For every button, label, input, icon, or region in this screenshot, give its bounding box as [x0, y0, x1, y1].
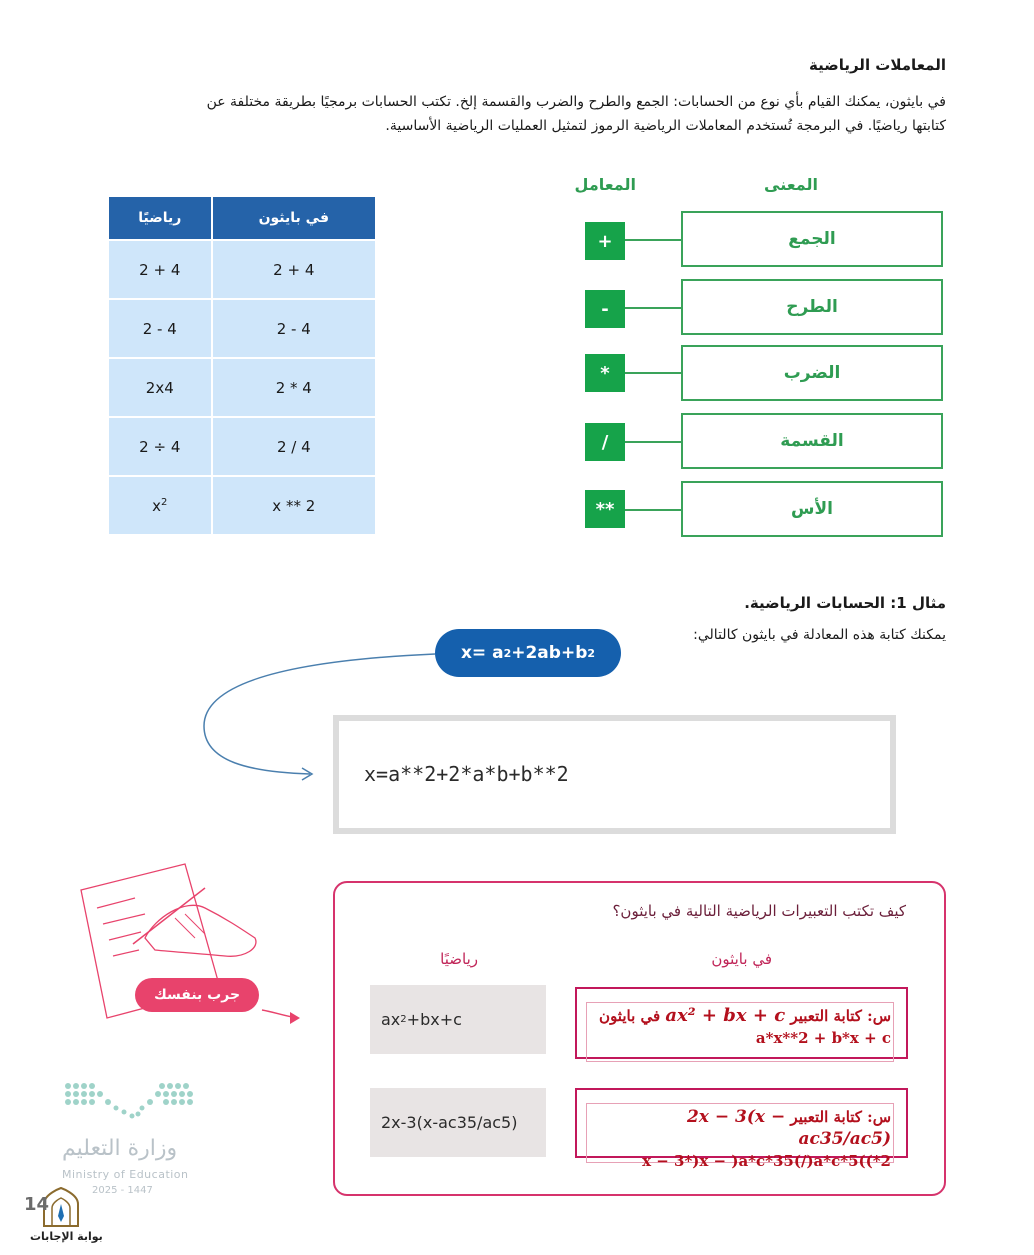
answer-line: [589, 1106, 891, 1150]
table-row: [109, 476, 375, 534]
page-number: 14: [24, 1194, 50, 1215]
example-text: يمكنك كتابة هذه المعادلة في بايثون كالتالي:: [693, 627, 946, 643]
connector-line: [625, 307, 681, 309]
answer-line: a*x**2 + b*x + c: [755, 1029, 891, 1047]
equation-exponent: 2: [503, 646, 512, 660]
math-cell: 2 + 4: [109, 240, 212, 299]
math-base: x: [152, 496, 162, 515]
exercise-header-python: في بايثون: [711, 950, 772, 968]
equation-exponent: 2: [587, 646, 596, 660]
exercise-header-math: رياضيًا: [440, 950, 478, 968]
answer-label: س: كتابة التعبير: [790, 1108, 891, 1126]
math-exponent: 2: [400, 1014, 407, 1025]
operator-plus: +: [585, 222, 625, 260]
operator-divide: /: [585, 423, 625, 461]
python-cell: 2 / 4: [212, 417, 375, 476]
answer-expression: 2x − 3(x − ac35/ac5): [686, 1107, 891, 1149]
ministry-name-ar: وزارة التعليم: [62, 1136, 178, 1161]
meaning-subtraction: الطرح: [681, 279, 943, 335]
table-header-row: [109, 197, 375, 240]
ministry-year: 2025 - 1447: [92, 1185, 153, 1196]
intro-line-2: كتابتها رياضيًا. في البرمجة تُستخدم المعاملات الرياضية الرموز لتمثيل العمليات الرياضية الأساسية.: [385, 118, 946, 134]
math-cell: 2 - 4: [109, 299, 212, 358]
table-row: [109, 240, 375, 299]
answer-content-1: [586, 1002, 894, 1062]
exercise-question: كيف تكتب التعبيرات الرياضية التالية في بايثون؟: [612, 902, 906, 920]
section-title: المعاملات الرياضية: [809, 56, 946, 74]
connector-line: [625, 441, 681, 443]
answer-label: س: كتابة التعبير: [790, 1007, 891, 1025]
comparison-table: [109, 197, 375, 534]
table-row: [109, 358, 375, 417]
connector-line: [625, 372, 681, 374]
connector-line: [625, 509, 681, 511]
math-cell: 2 ÷ 4: [109, 417, 212, 476]
operator-power: **: [585, 490, 625, 528]
table-row: [109, 417, 375, 476]
meaning-exponent: الأس: [681, 481, 943, 537]
math-cell: 2x4: [109, 358, 212, 417]
python-code: x=a**2+2*a*b+b**2: [364, 762, 569, 786]
ministry-logo-icon: [62, 1080, 198, 1124]
table-row: [109, 299, 375, 358]
operator-minus: -: [585, 290, 625, 328]
intro-line-1: في بايثون، يمكنك القيام بأي نوع من الحسابات: الجمع والطرح والضرب والقسمة إلخ. تكتب الحسابات برمجيًا بطريقة مختلفة عن: [206, 94, 946, 110]
python-cell: 2 - 4: [212, 299, 375, 358]
equation-mid: +2ab+b: [511, 643, 588, 663]
meaning-addition: الجمع: [681, 211, 943, 267]
answer-expression: ax² + bx + c: [665, 1005, 786, 1026]
header-python: في بايثون: [212, 197, 375, 240]
site-label: بوابة الإجابات: [30, 1230, 103, 1243]
diagram-header-meaning: المعنى: [764, 175, 818, 194]
meaning-multiplication: الضرب: [681, 345, 943, 401]
math-part: ax: [381, 1010, 401, 1029]
answer-content-2: [586, 1103, 894, 1170]
math-cell: [109, 476, 212, 534]
intro-paragraph: [66, 90, 946, 138]
math-part: +bx+c: [406, 1010, 462, 1029]
ministry-name-en: Ministry of Education: [62, 1168, 189, 1181]
equation-pill: [435, 629, 621, 677]
equation-lhs: x= a: [460, 643, 504, 663]
answer-line: [589, 1005, 891, 1027]
exercise-math-1: [370, 985, 546, 1054]
operator-multiply: *: [585, 354, 625, 392]
python-cell: 2 * 4: [212, 358, 375, 417]
meaning-division: القسمة: [681, 413, 943, 469]
header-math: رياضيًا: [109, 197, 212, 240]
answer-line: x − 3*)x − )a*c*35(/)a*c*5((*2: [642, 1152, 891, 1170]
connector-line: [625, 239, 681, 241]
exercise-math-2: 2x-3(x-ac35/ac5): [370, 1088, 546, 1157]
python-cell: x ** 2: [212, 476, 375, 534]
example-title: مثال 1: الحسابات الرياضية.: [744, 594, 946, 612]
answer-suffix: في بايثون: [599, 1007, 661, 1025]
diagram-header-operator: المعامل: [574, 175, 636, 194]
try-yourself-button[interactable]: جرب بنفسك: [135, 978, 259, 1012]
math-exponent: 2: [161, 496, 168, 508]
arrow-right-icon: [260, 1006, 304, 1030]
python-cell: 2 + 4: [212, 240, 375, 299]
